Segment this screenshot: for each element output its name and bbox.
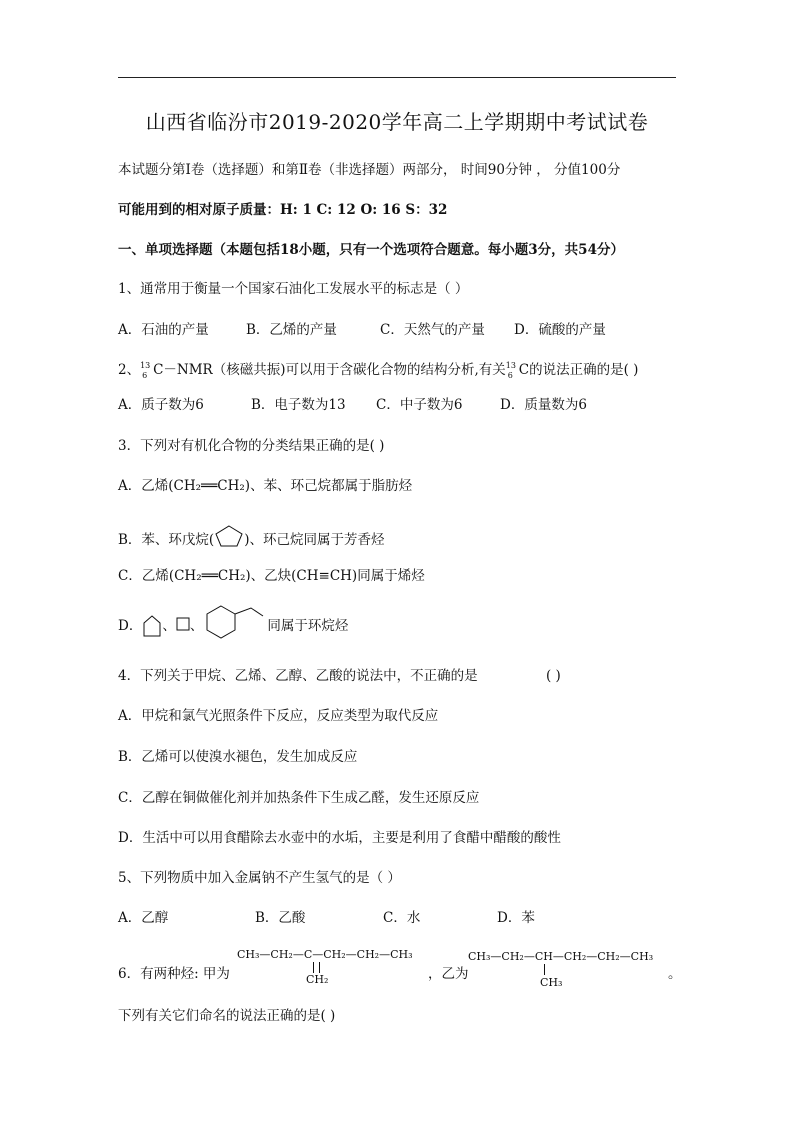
q5-option-b[interactable]: B．乙酸 xyxy=(255,910,306,926)
q6-double-bond-icon xyxy=(313,962,320,973)
header-rule xyxy=(118,77,676,78)
q2-option-a[interactable]: A．质子数为6 xyxy=(118,397,204,413)
q2-stem-text-a: C－NMR（核磁共振)可以用于含碳化合物的结构分析,有关 xyxy=(153,362,506,378)
q2-option-c[interactable]: C．中子数为6 xyxy=(376,397,463,413)
q2-stem-text-b: C的说法正确的是( ) xyxy=(518,362,639,378)
q3-separator-2: 、 xyxy=(189,618,204,634)
q6-jia-structure-main: CH₃—CH₂—C—CH₂—CH₂—CH₃ xyxy=(237,948,413,961)
q1-option-d[interactable]: D．硫酸的产量 xyxy=(514,322,606,338)
q3-option-d-label: D． xyxy=(118,618,143,634)
cyclopentane-ring-icon xyxy=(142,614,162,638)
atomic-mass-line: 可能用到的相对原子质量：H: 1 C: 12 O: 16 S：32 xyxy=(118,202,448,218)
q2-isotope-symbol-2: 13 6 xyxy=(505,360,516,380)
q3-stem: 3．下列对有机化合物的分类结果正确的是( ) xyxy=(118,438,385,454)
q3-option-d-text: 同属于环烷烃 xyxy=(267,618,349,634)
q5-options xyxy=(118,906,535,926)
q2-option-b[interactable]: B．电子数为13 xyxy=(251,397,346,413)
q6-stem-a: 6．有两种烃: 甲为 xyxy=(118,966,230,982)
q4-option-c[interactable]: C．乙醇在铜做催化剂并加热条件下生成乙醛，发生还原反应 xyxy=(118,790,480,806)
q2-option-d[interactable]: D．质量数为6 xyxy=(500,397,587,413)
q3-option-b-text-a: B．苯、环戊烷( xyxy=(118,532,215,548)
q3-option-a[interactable]: A．乙烯(CH₂══CH₂)、苯、环己烷都属于脂肪烃 xyxy=(118,478,413,494)
q3-option-c[interactable]: C．乙烯(CH₂══CH₂)、乙炔(CH≡CH)同属于烯烃 xyxy=(118,568,425,584)
q2-isotope-symbol: 13 6 xyxy=(140,360,151,380)
q1-options xyxy=(118,318,606,338)
q1-option-a[interactable]: A．石油的产量 xyxy=(118,322,209,338)
q6-stem-b: ，乙为 xyxy=(428,966,469,982)
exam-intro: 本试题分第Ⅰ卷（选择题）和第Ⅱ卷（非选择题）两部分， 时间90分钟 ， 分值100分 xyxy=(118,162,621,178)
q1-option-c[interactable]: C．天然气的产量 xyxy=(380,322,485,338)
q2-stem xyxy=(118,358,638,378)
section-heading: 一、单项选择题（本题包括18小题，只有一个选项符合题意。每小题3分，共54分） xyxy=(118,242,624,258)
cyclopentane-icon xyxy=(214,524,244,550)
q4-option-d[interactable]: D．生活中可以用食醋除去水壶中的水垢，主要是利用了食醋中醋酸的酸性 xyxy=(118,830,561,846)
q5-option-c[interactable]: C．水 xyxy=(383,910,421,926)
q3-option-d[interactable] xyxy=(118,604,348,644)
q4-option-a[interactable]: A．甲烷和氯气光照条件下反应，反应类型为取代反应 xyxy=(118,708,439,724)
q6-yi-structure-branch: CH₃ xyxy=(540,976,563,989)
q3-separator-1: 、 xyxy=(162,618,176,634)
q6-question: 下列有关它们命名的说法正确的是( ) xyxy=(118,1008,336,1024)
q2-number: 2、 xyxy=(118,362,141,378)
q1-option-b[interactable]: B．乙烯的产量 xyxy=(246,322,337,338)
q4-stem-text: 4．下列关于甲烷、乙烯、乙醇、乙酸的说法中，不正确的是 xyxy=(118,668,478,684)
ethylcyclohexane-icon xyxy=(203,604,267,644)
q6-stem-end: 。 xyxy=(668,966,682,982)
q5-stem: 5、下列物质中加入金属钠不产生氢气的是（ ） xyxy=(118,870,401,886)
q1-stem: 1、通常用于衡量一个国家石油化工发展水平的标志是（ ） xyxy=(118,281,469,297)
q3-option-b-text-b: )、环己烷同属于芳香烃 xyxy=(244,532,385,548)
q5-option-a[interactable]: A．乙醇 xyxy=(118,910,169,926)
q6-yi-structure-main: CH₃—CH₂—CH—CH₂—CH₂—CH₃ xyxy=(468,950,654,963)
q5-option-d[interactable]: D．苯 xyxy=(497,910,535,926)
q2-options xyxy=(118,393,587,413)
q4-option-b[interactable]: B．乙烯可以使溴水褪色，发生加成反应 xyxy=(118,749,358,765)
q3-option-b[interactable] xyxy=(118,524,384,550)
cyclobutane-icon xyxy=(176,617,190,631)
q6-single-bond-icon xyxy=(544,964,545,975)
q4-stem xyxy=(118,664,561,684)
q4-answer-paren: ( ) xyxy=(546,668,561,684)
page-title: 山西省临汾市2019-2020学年高二上学期期中考试试卷 xyxy=(145,110,649,134)
q6-jia-structure-branch: CH₂ xyxy=(306,973,329,986)
